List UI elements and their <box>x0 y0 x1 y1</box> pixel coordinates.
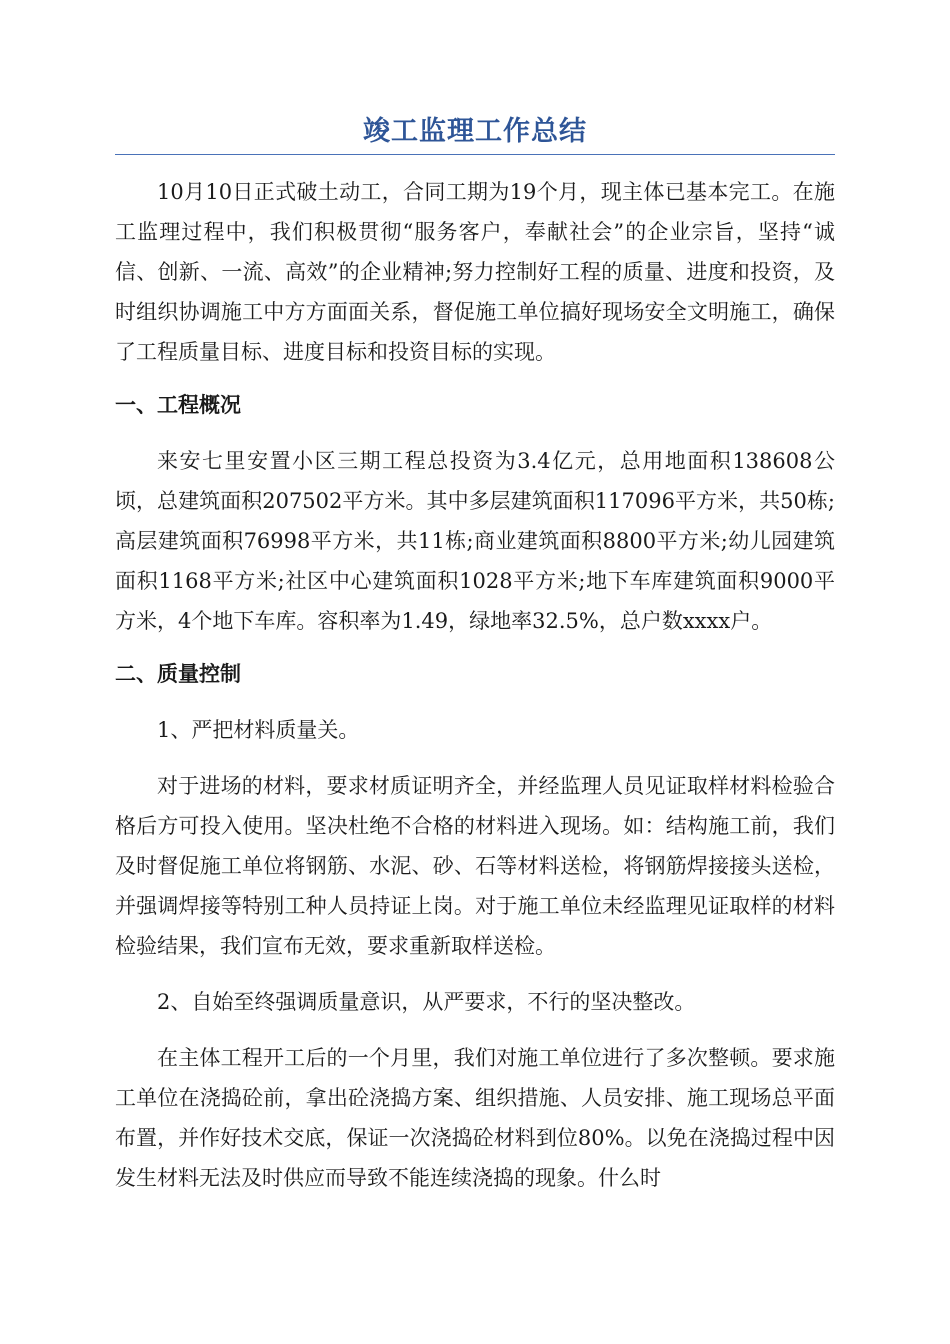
rectification-paragraph: 在主体工程开工后的一个月里，我们对施工单位进行了多次整顿。要求施工单位在浇捣砼前，拿出砼浇捣方案、组织措施、人员安排、施工现场总平面布置，并作好技术交底，保证一次浇捣砼材料到位80%。以免在浇捣过程中因发生材料无法及时供应而导致不能连续浇捣的现象。什么时 <box>115 1046 835 1190</box>
overview-paragraph: 来安七里安置小区三期工程总投资为3.4亿元，总用地面积138608公顷，总建筑面积207502平方米。其中多层建筑面积117096平方米，共50栋;高层建筑面积76998平方米，共11栋;商业建筑面积8800平方米;幼儿园建筑面积1168平方米;社区中心建筑面积1028平方米;地下车库建筑面积9000平方米，4个地下车库。容积率为1.49，绿地率32.5%，总户数xxxx户。 <box>115 449 835 633</box>
quality-item-1: 1、严把材料质量关。 <box>157 718 360 742</box>
section-heading-overview: 一、工程概况 <box>115 393 241 417</box>
materials-paragraph: 对于进场的材料，要求材质证明齐全，并经监理人员见证取样材料检验合格后方可投入使用。坚决杜绝不合格的材料进入现场。如：结构施工前，我们及时督促施工单位将钢筋、水泥、砂、石等材料送检，将钢筋焊接接头送检，并强调焊接等特别工种人员持证上岗。对于施工单位未经监理见证取样的材料检验结果，我们宣布无效，要求重新取样送检。 <box>115 774 835 958</box>
section-heading-quality: 二、质量控制 <box>115 662 241 686</box>
intro-paragraph: 10月10日正式破土动工，合同工期为19个月，现主体已基本完工。在施工监理过程中，我们积极贯彻“服务客户，奉献社会”的企业宗旨，坚持“诚信、创新、一流、高效”的企业精神;努力控制好工程的质量、进度和投资，及时组织协调施工中方方面面关系，督促施工单位搞好现场安全文明施工，确保了工程质量目标、进度目标和投资目标的实现。 <box>115 180 835 364</box>
document-title: 竣工监理工作总结 <box>363 116 587 147</box>
quality-item-2: 2、自始至终强调质量意识，从严要求，不行的坚决整改。 <box>157 990 696 1014</box>
document-page <box>115 112 835 1198</box>
